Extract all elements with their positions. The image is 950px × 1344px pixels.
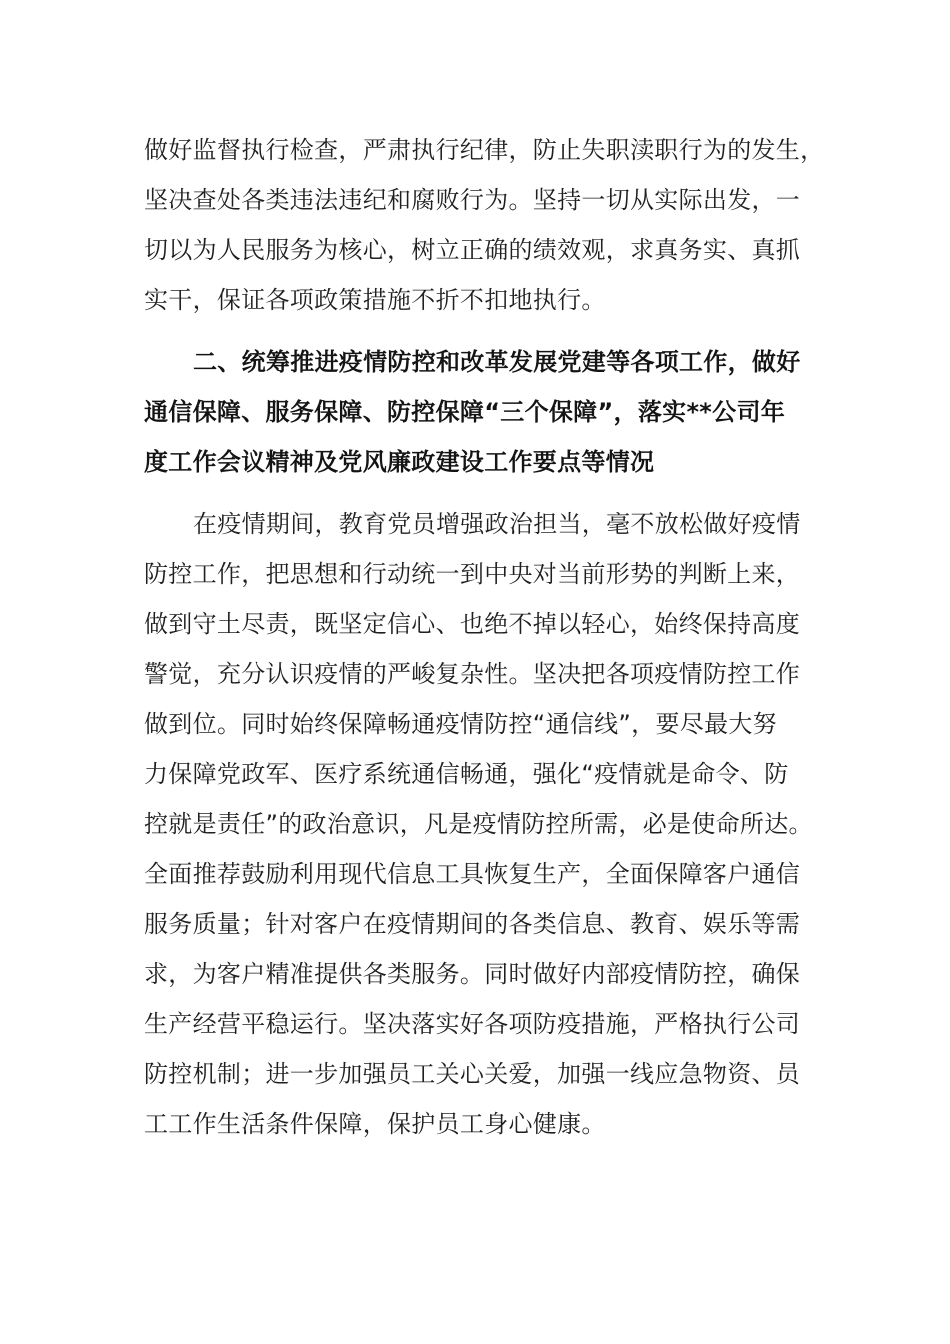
section-heading-line: 二、统筹推进疫情防控和改革发展党建等各项工作，做好 bbox=[193, 348, 801, 376]
body-text-line: 服务质量；针对客户在疫情期间的各类信息、教育、娱乐等需 bbox=[144, 910, 801, 938]
section-heading-line: 通信保障、服务保障、防控保障“三个保障”，落实**公司年 bbox=[144, 398, 786, 426]
body-text-line: 生产经营平稳运行。坚决落实好各项防疫措施，严格执行公司 bbox=[144, 1010, 801, 1038]
body-text-line: 求，为客户精准提供各类服务。同时做好内部疫情防控，确保 bbox=[144, 960, 801, 988]
body-text-line: 控就是责任”的政治意识，凡是疫情防控所需，必是使命所达。 bbox=[144, 810, 813, 838]
body-text-line: 做到守土尽责，既坚定信心、也绝不掉以轻心，始终保持高度 bbox=[144, 610, 801, 638]
body-text-line: 做到位。同时始终保障畅通疫情防控“通信线”，要尽最大努 bbox=[144, 710, 777, 738]
body-text-line: 实干，保证各项政策措施不折不扣地执行。 bbox=[144, 286, 606, 314]
body-text-line: 全面推荐鼓励利用现代信息工具恢复生产，全面保障客户通信 bbox=[144, 860, 801, 888]
section-heading-line: 度工作会议精神及党风廉政建设工作要点等情况 bbox=[144, 448, 655, 476]
body-text-line: 工工作生活条件保障，保护员工身心健康。 bbox=[144, 1110, 606, 1138]
body-text-line: 做好监督执行检查，严肃执行纪律，防止失职渎职行为的发生， bbox=[144, 136, 825, 164]
body-text-line: 警觉，充分认识疫情的严峻复杂性。坚决把各项疫情防控工作 bbox=[144, 660, 801, 688]
body-text-line: 防控机制；进一步加强员工关心关爱，加强一线应急物资、员 bbox=[144, 1060, 801, 1088]
body-text-line: 力保障党政军、医疗系统通信畅通，强化“疫情就是命令、防 bbox=[144, 760, 789, 788]
body-text-line: 防控工作，把思想和行动统一到中央对当前形势的判断上来， bbox=[144, 560, 801, 588]
body-text-line: 坚决查处各类违法违纪和腐败行为。坚持一切从实际出发，一 bbox=[144, 186, 801, 214]
body-text-line: 切以为人民服务为核心，树立正确的绩效观，求真务实、真抓 bbox=[144, 236, 801, 264]
body-text-line: 在疫情期间，教育党员增强政治担当，毫不放松做好疫情 bbox=[193, 510, 801, 538]
